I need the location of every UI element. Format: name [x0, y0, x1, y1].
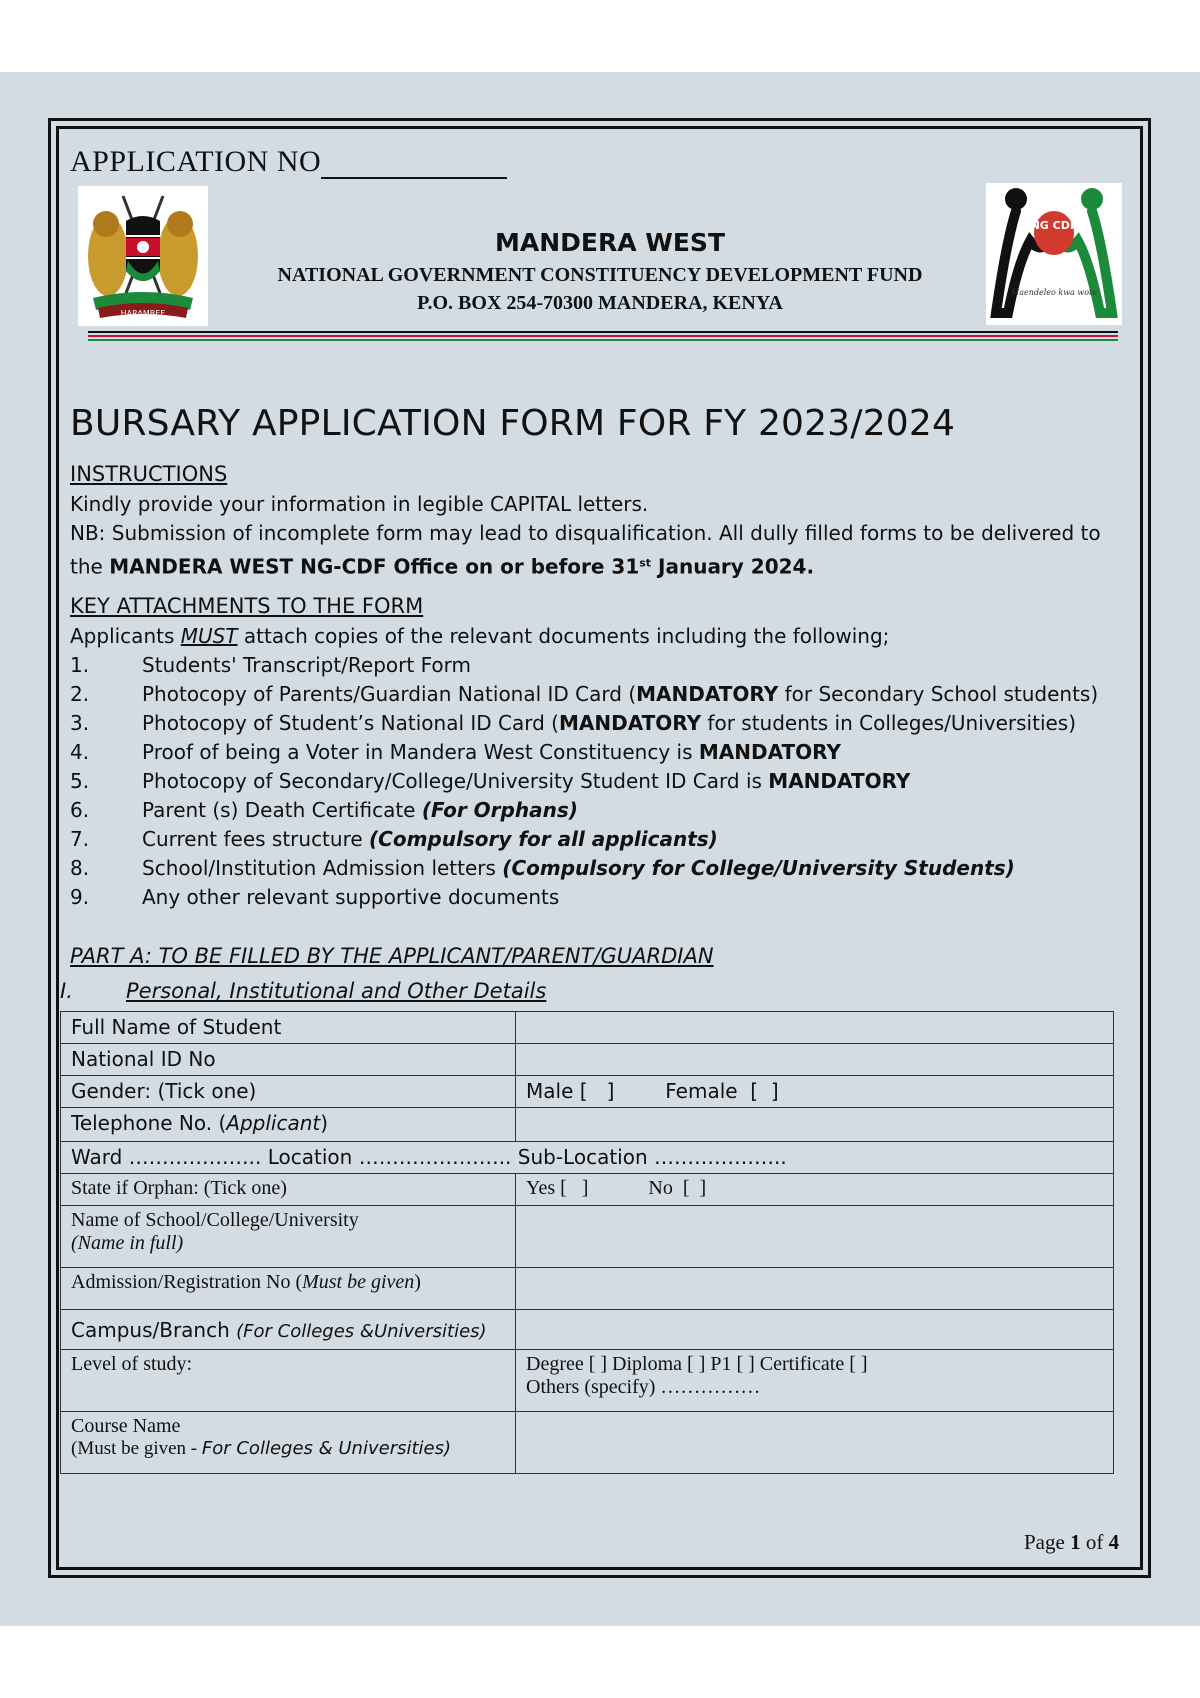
ngcdf-logo-text: NG CDF	[1030, 219, 1078, 232]
table-row	[61, 1412, 1114, 1474]
fund-name: NATIONAL GOVERNMENT CONSTITUENCY DEVELOPMENT FUND	[277, 264, 923, 286]
campus-field[interactable]	[516, 1310, 1114, 1350]
instructions-text	[70, 490, 1130, 582]
list-item: 8. School/Institution Admission letters (Compulsory for College/University Students)	[70, 856, 1015, 880]
admission-number-field[interactable]	[516, 1268, 1114, 1310]
list-item: 6. Parent (s) Death Certificate (For Orphans)	[70, 798, 578, 822]
attachments-heading: KEY ATTACHMENTS TO THE FORM	[70, 594, 424, 618]
table-row	[61, 1174, 1114, 1206]
header-divider	[88, 331, 1118, 343]
list-item: 9. Any other relevant supportive documents	[70, 885, 560, 909]
table-row	[61, 1012, 1114, 1044]
gender-label: Gender: (Tick one)	[61, 1076, 516, 1108]
level-of-study-label: Level of study:	[61, 1350, 516, 1412]
postal-address: P.O. BOX 254-70300 MANDERA, KENYA	[417, 292, 783, 314]
instructions-line-1: Kindly provide your information in legible CAPITAL letters.	[70, 492, 649, 516]
list-item: 3. Photocopy of Student’s National ID Card (MANDATORY for students in Colleges/Universities)	[70, 711, 1077, 735]
orphan-options[interactable]: Yes [ ] No [ ]	[516, 1174, 1114, 1206]
constituency-title: MANDERA WEST	[495, 228, 725, 257]
campus-label: Campus/Branch (For Colleges &Universities)	[61, 1310, 516, 1350]
ward-location-row[interactable]: Ward ……………….. Location ………………….. Sub-Location ………………..	[61, 1142, 1114, 1174]
application-number-blank[interactable]	[321, 149, 507, 179]
table-row	[61, 1108, 1114, 1142]
application-number-label: APPLICATION NO	[70, 145, 507, 179]
list-item: 5. Photocopy of Secondary/College/University Student ID Card is MANDATORY	[70, 769, 911, 793]
applicant-details-table	[60, 1011, 1114, 1474]
gender-options[interactable]: Male [ ] Female [ ]	[516, 1076, 1114, 1108]
list-item: 7. Current fees structure (Compulsory for all applicants)	[70, 827, 718, 851]
ngcdf-tagline-text: Maendeleo kwa wote	[1011, 288, 1097, 297]
list-item: 2. Photocopy of Parents/Guardian National ID Card (MANDATORY for Secondary School students)	[70, 682, 1099, 706]
telephone-field[interactable]	[516, 1108, 1114, 1142]
national-id-field[interactable]	[516, 1044, 1114, 1076]
table-row	[61, 1350, 1114, 1412]
course-name-field[interactable]	[516, 1412, 1114, 1474]
table-row	[61, 1142, 1114, 1174]
list-item: 4. Proof of being a Voter in Mandera West Constituency is MANDATORY	[70, 740, 841, 764]
coat-motto-text: HARAMBEE	[120, 309, 166, 318]
table-row	[61, 1206, 1114, 1268]
table-row	[61, 1076, 1114, 1108]
telephone-label: Telephone No. (Applicant)	[61, 1108, 516, 1142]
part-a-subheading: I. Personal, Institutional and Other Details	[60, 979, 547, 1003]
full-name-label: Full Name of Student	[61, 1012, 516, 1044]
level-of-study-options[interactable]: Degree [ ] Diploma [ ] P1 [ ] Certificate [ ] Others (specify) ……………	[516, 1350, 1114, 1412]
table-row	[61, 1268, 1114, 1310]
course-name-label: Course Name (Must be given - For Colleges & Universities)	[61, 1412, 516, 1474]
list-item: 1. Students' Transcript/Report Form	[70, 653, 471, 677]
orphan-label: State if Orphan: (Tick one)	[61, 1174, 516, 1206]
admission-number-label: Admission/Registration No (Must be given)	[61, 1268, 516, 1310]
full-name-field[interactable]	[516, 1012, 1114, 1044]
part-a-heading: PART A: TO BE FILLED BY THE APPLICANT/PARENT/GUARDIAN	[70, 944, 714, 968]
table-row	[61, 1310, 1114, 1350]
attachments-list	[70, 651, 1140, 912]
table-row	[61, 1044, 1114, 1076]
national-id-label: National ID No	[61, 1044, 516, 1076]
school-name-label: Name of School/College/University (Name in full)	[61, 1206, 516, 1268]
school-name-field[interactable]	[516, 1206, 1114, 1268]
page-title: BURSARY APPLICATION FORM FOR FY 2023/2024	[70, 403, 956, 444]
instructions-line-2: NB: Submission of incomplete form may lead to disqualification. All dully filled forms to be delivered to the MANDERA WEST NG-CDF Office on or before 31st January 2024.	[70, 521, 1101, 579]
page-number: Page 1 of 4	[1024, 1530, 1120, 1554]
attachments-intro: Applicants MUST attach copies of the relevant documents including the following;	[70, 624, 890, 648]
instructions-heading: INSTRUCTIONS	[70, 462, 228, 486]
